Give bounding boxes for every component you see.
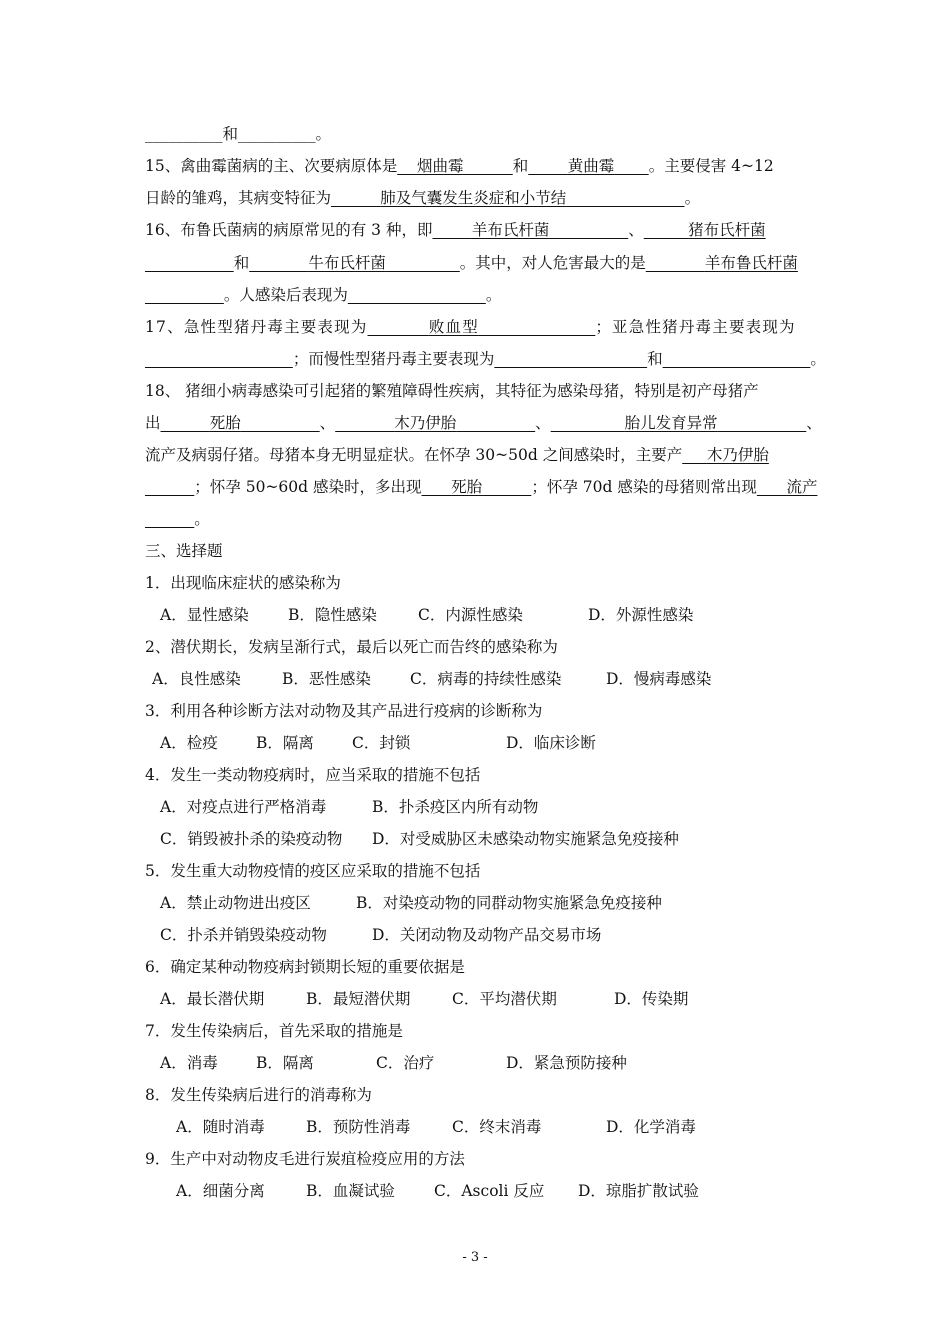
option-d: D．临床诊断 bbox=[506, 734, 596, 752]
blank-text: __________和__________。 bbox=[145, 125, 332, 143]
question-text: 流产及病弱仔猪。母猪本身无明显症状。在怀孕 30~50d 之间感染时，主要产 bbox=[145, 446, 683, 464]
question-text: ；怀孕 70d 感染的母猪则常出现 bbox=[531, 478, 757, 496]
option-c: C．内源性感染 bbox=[418, 606, 523, 624]
option-c: C．扑杀并销毁染疫动物 bbox=[160, 926, 327, 944]
option-b: B．隔离 bbox=[256, 734, 314, 752]
question-18-line-4 bbox=[145, 477, 817, 497]
answer-text: 肺及气囊发生炎症和小节结 bbox=[380, 189, 567, 207]
question-text: 、 bbox=[319, 414, 336, 432]
answer-text: 败血型 bbox=[428, 318, 479, 336]
answer-blank bbox=[145, 350, 293, 368]
page-number: - 3 - bbox=[462, 1250, 488, 1265]
answer-text: 黄曲霉 bbox=[567, 157, 615, 175]
question-9: 9．生产中对动物皮毛进行炭疽检疫应用的方法 bbox=[145, 1150, 465, 1168]
answer-blank bbox=[348, 286, 486, 304]
question-text: 15、禽曲霉菌病的主、次要病原体是 bbox=[145, 157, 398, 175]
option-d: D．关闭动物及动物产品交易市场 bbox=[372, 926, 602, 944]
option-c: C．治疗 bbox=[376, 1054, 435, 1072]
question-18-line-5 bbox=[145, 509, 210, 529]
answer-blank bbox=[331, 189, 685, 207]
question-1: 1．出现临床症状的感染称为 bbox=[145, 574, 341, 592]
answer-blank bbox=[432, 221, 628, 239]
question-2-options bbox=[152, 669, 711, 689]
option-a: A．随时消毒 bbox=[176, 1118, 265, 1136]
answer-blank bbox=[757, 478, 818, 496]
option-c: C．封锁 bbox=[352, 734, 411, 752]
question-15-line-2 bbox=[145, 188, 700, 208]
question-1-options bbox=[160, 605, 693, 625]
question-16-line-1 bbox=[145, 220, 766, 240]
question-17-line-2 bbox=[145, 349, 826, 369]
question-18-line-3 bbox=[145, 445, 769, 465]
option-d: D．外源性感染 bbox=[588, 606, 694, 624]
answer-text: 烟曲霉 bbox=[416, 157, 464, 175]
question-6: 6．确定某种动物疫病封锁期长短的重要依据是 bbox=[145, 958, 465, 976]
option-d: D．化学消毒 bbox=[606, 1118, 696, 1136]
answer-text: 胎儿发育异常 bbox=[624, 414, 718, 432]
answer-text: 猪布氏杆菌 bbox=[688, 221, 766, 239]
answer-blank bbox=[145, 286, 224, 304]
question-text: 。主要侵害 4~12 bbox=[648, 157, 774, 175]
answer-text: 木乃伊胎 bbox=[706, 446, 769, 464]
question-text: 。 bbox=[485, 286, 502, 304]
question-text: 出 bbox=[145, 414, 161, 432]
question-4: 4．发生一类动物疫病时，应当采取的措施不包括 bbox=[145, 766, 481, 784]
answer-text: 死胎 bbox=[209, 414, 241, 432]
option-c: C．平均潜伏期 bbox=[452, 990, 557, 1008]
option-d: D．传染期 bbox=[614, 990, 689, 1008]
answer-blank bbox=[422, 478, 532, 496]
answer-blank bbox=[397, 157, 513, 175]
option-b: B．最短潜伏期 bbox=[306, 990, 411, 1008]
answer-text: 羊布鲁氏杆菌 bbox=[704, 254, 798, 272]
question-text: 。人感染后表现为 bbox=[223, 286, 348, 304]
question-9-options bbox=[176, 1181, 699, 1201]
option-d: D．紧急预防接种 bbox=[506, 1054, 627, 1072]
answer-text: 死胎 bbox=[451, 478, 483, 496]
option-b: B．隐性感染 bbox=[288, 606, 377, 624]
question-18-line-2 bbox=[145, 413, 822, 433]
question-8: 8．发生传染病后进行的消毒称为 bbox=[145, 1086, 372, 1104]
question-15-line-1 bbox=[145, 156, 774, 176]
option-a: A．禁止动物进出疫区 bbox=[160, 894, 311, 912]
fill-blank-line bbox=[145, 124, 331, 144]
question-text: 、 bbox=[628, 221, 644, 239]
option-a: A．显性感染 bbox=[160, 606, 249, 624]
question-text: ；而慢性型猪丹毒主要表现为 bbox=[292, 350, 495, 368]
question-3: 3．利用各种诊断方法对动物及其产品进行疫病的诊断称为 bbox=[145, 702, 543, 720]
option-c: C．销毁被扑杀的染疫动物 bbox=[160, 830, 343, 848]
answer-text: 木乃伊胎 bbox=[394, 414, 457, 432]
option-a: A．良性感染 bbox=[152, 670, 241, 688]
answer-blank bbox=[145, 478, 194, 496]
option-a: A．对疫点进行严格消毒 bbox=[160, 798, 327, 816]
question-4-options-row-1 bbox=[160, 797, 538, 817]
question-text: 。其中，对人危害最大的是 bbox=[459, 254, 646, 272]
question-text: 18、 猪细小病毒感染可引起猪的繁殖障碍性疾病，其特征为感染母猪，特别是初产母猪产 bbox=[145, 382, 759, 400]
question-7-options bbox=[160, 1053, 627, 1073]
question-text: 。 bbox=[194, 510, 210, 528]
option-b: B．扑杀疫区内所有动物 bbox=[372, 798, 539, 816]
option-d: D．对受威胁区未感染动物实施紧急免疫接种 bbox=[372, 830, 679, 848]
option-b: B．血凝试验 bbox=[306, 1182, 395, 1200]
option-c: C．病毒的持续性感染 bbox=[410, 670, 562, 688]
answer-blank bbox=[528, 157, 648, 175]
question-16-line-3 bbox=[145, 285, 501, 305]
answer-blank bbox=[551, 414, 807, 432]
option-a: A．细菌分离 bbox=[176, 1182, 265, 1200]
answer-text: 羊布氏杆菌 bbox=[471, 221, 550, 239]
option-d: D．琼脂扩散试验 bbox=[578, 1182, 699, 1200]
question-3-options bbox=[160, 733, 596, 753]
question-text: 。 bbox=[684, 189, 701, 207]
question-7: 7．发生传染病后，首先采取的措施是 bbox=[145, 1022, 403, 1040]
option-c: C．终末消毒 bbox=[452, 1118, 542, 1136]
question-text: ；怀孕 50~60d 感染时，多出现 bbox=[194, 478, 422, 496]
answer-blank bbox=[494, 350, 647, 368]
question-text: 、 bbox=[806, 414, 822, 432]
question-text: 。 bbox=[810, 350, 826, 368]
section-title: 三、选择题 bbox=[145, 542, 223, 560]
question-text: 16、布鲁氏菌病的病原常见的有 3 种，即 bbox=[145, 221, 433, 239]
answer-blank bbox=[145, 254, 234, 272]
option-d: D．慢病毒感染 bbox=[606, 670, 712, 688]
question-text: 和 bbox=[647, 350, 663, 368]
question-text: 和 bbox=[233, 254, 250, 272]
question-text: 、 bbox=[535, 414, 551, 432]
answer-blank bbox=[145, 510, 194, 528]
question-2: 2、潜伏期长，发病呈渐行式，最后以死亡而告终的感染称为 bbox=[145, 638, 558, 656]
question-text: 和 bbox=[512, 157, 529, 175]
question-5: 5．发生重大动物疫情的疫区应采取的措施不包括 bbox=[145, 862, 481, 880]
option-a: A．检疫 bbox=[160, 734, 218, 752]
answer-text: 牛布氏杆菌 bbox=[308, 254, 386, 272]
question-16-line-2 bbox=[145, 253, 798, 273]
question-6-options bbox=[160, 989, 688, 1009]
option-c: C．Ascoli 反应 bbox=[434, 1182, 545, 1200]
question-text: 17、急性型猪丹毒主要表现为 bbox=[145, 318, 368, 336]
question-text: ；亚急性猪丹毒主要表现为 bbox=[595, 318, 796, 336]
question-17-line-1 bbox=[145, 317, 796, 337]
option-b: B．恶性感染 bbox=[282, 670, 371, 688]
answer-blank bbox=[682, 446, 769, 464]
option-a: A．最长潜伏期 bbox=[160, 990, 265, 1008]
option-b: B．隔离 bbox=[256, 1054, 314, 1072]
answer-blank bbox=[368, 318, 596, 336]
question-5-options-row-2 bbox=[160, 925, 601, 945]
answer-blank bbox=[663, 350, 811, 368]
answer-blank bbox=[644, 221, 766, 239]
answer-text: 流产 bbox=[786, 478, 818, 496]
option-a: A．消毒 bbox=[160, 1054, 218, 1072]
option-b: B．预防性消毒 bbox=[306, 1118, 411, 1136]
question-5-options-row-1 bbox=[160, 893, 662, 913]
option-b: B．对染疫动物的同群动物实施紧急免疫接种 bbox=[356, 894, 662, 912]
answer-blank bbox=[335, 414, 535, 432]
question-8-options bbox=[176, 1117, 696, 1137]
answer-blank bbox=[249, 254, 460, 272]
question-text: 日龄的雏鸡，其病变特征为 bbox=[145, 189, 332, 207]
question-18-line-1 bbox=[145, 381, 759, 401]
question-4-options-row-2 bbox=[160, 829, 679, 849]
answer-blank bbox=[161, 414, 320, 432]
answer-blank bbox=[646, 254, 798, 272]
